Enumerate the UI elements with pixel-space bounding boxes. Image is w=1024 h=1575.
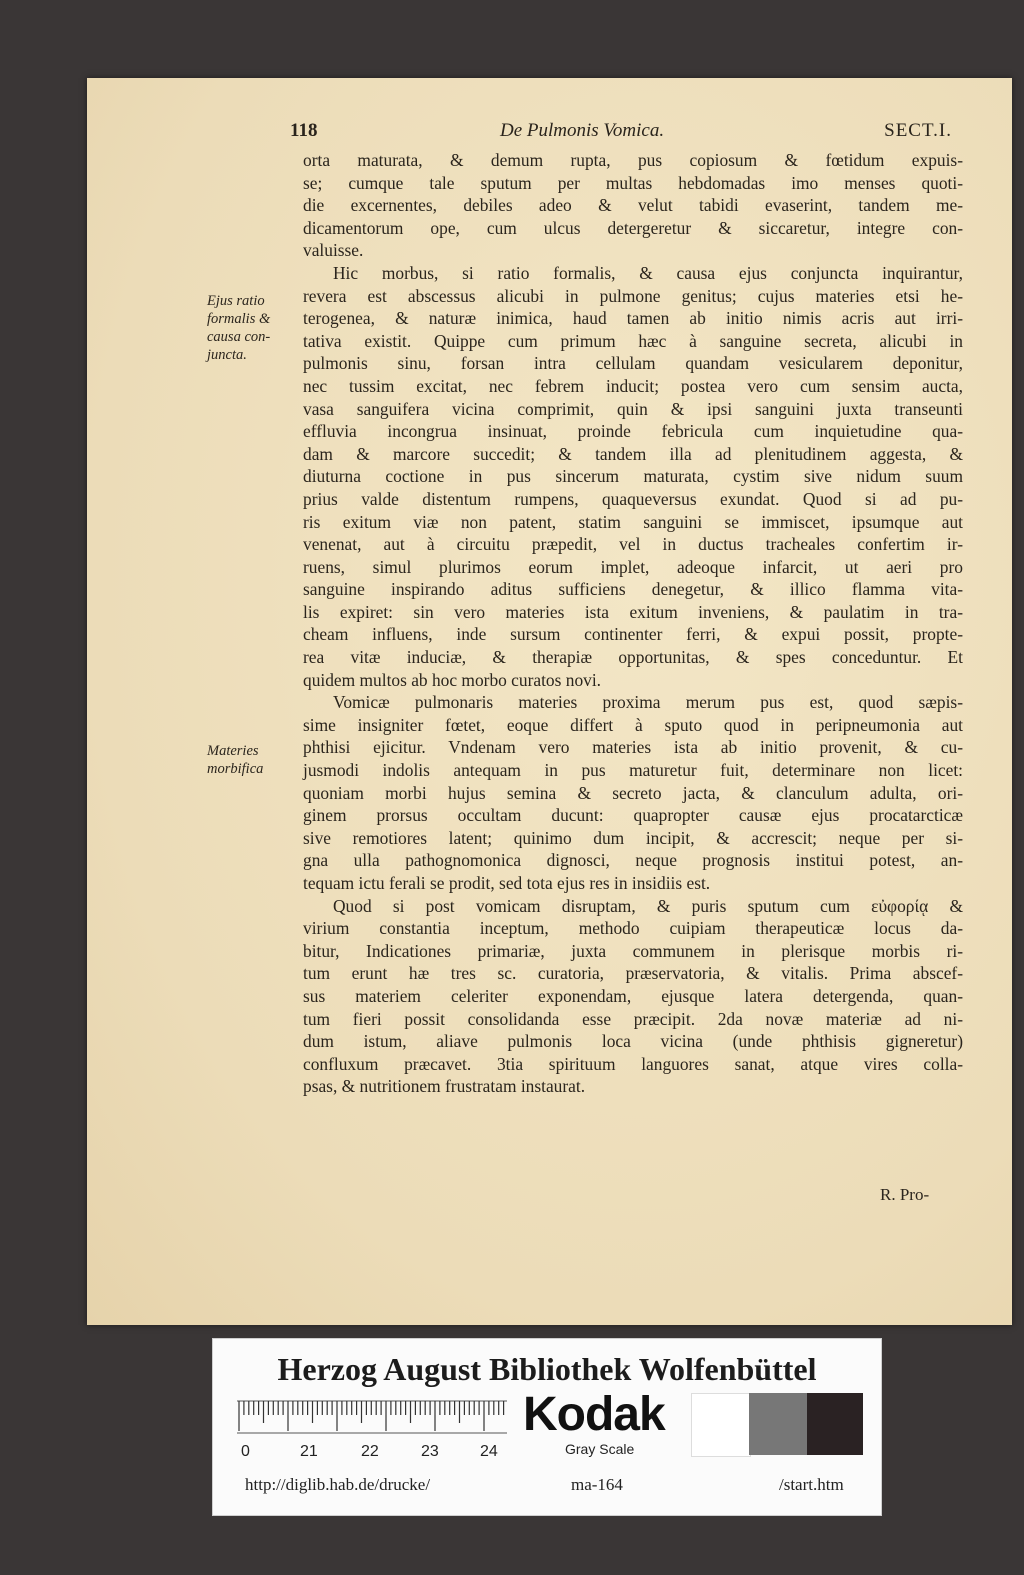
kodak-brand: Kodak: [523, 1388, 665, 1441]
text-line: nec tussim excitat, nec febrem inducit; postea vero cum sensim aucta,: [303, 375, 963, 396]
body-text: [303, 149, 963, 1098]
text-line: ginem prorsus occultam ducunt: quapropter causæ ejus procatarcticæ: [303, 805, 963, 826]
text-line: pulmonis sinu, forsan intra cellulam quandam vesicularem deponitur,: [303, 353, 963, 374]
text-line: dum istum, aliave pulmonis loca vicina (unde phthisis gigneretur): [303, 1031, 963, 1052]
swatch-white: [691, 1393, 751, 1457]
text-line: valuisse.: [303, 240, 364, 261]
text-line: jusmodi indolis antequam in pus maturetur fuit, determinare non licet:: [303, 760, 963, 781]
swatch-black: [807, 1393, 863, 1455]
gray-scale-label: Gray Scale: [565, 1441, 635, 1457]
text-line: tum erunt hæ tres sc. curatoria, præservatoria, & vitalis. Prima abscef-: [303, 963, 963, 984]
text-line: quidem multos ab hoc morbo curatos novi.: [303, 669, 602, 690]
text-line: sive remotiores latent; quinimo dum incipit, & accrescit; neque per si-: [303, 827, 963, 848]
ruler-label: 24: [480, 1443, 498, 1460]
margin-note-materies: Materies morbifica: [207, 743, 264, 777]
text-line: sus materiem celeriter exponendam, ejusque latera detergenda, quan-: [303, 985, 963, 1006]
catchword: R. Pro-: [880, 1185, 930, 1204]
text-line: dicamentorum ope, cum ulcus detergeretur & siccaretur, integre con-: [303, 217, 963, 238]
scan-info-strip: [212, 1338, 882, 1516]
text-line: psas, & nutritionem frustratam instaurat.: [303, 1076, 586, 1097]
text-line: se; cumque tale sputum per multas hebdomadas imo menses quoti-: [303, 172, 963, 193]
text-line: effluvia incongrua insinuat, proinde febricula cum inquietudine qua-: [303, 421, 963, 442]
ruler-icon: [237, 1397, 507, 1437]
text-line: cheam influens, inde sursum continenter ferri, & expui possit, propte-: [303, 624, 963, 645]
text-line: tativa existit. Quippe cum primum hæc à sanguine secreta, alicubi in: [303, 330, 963, 351]
text-line: ris exitum viæ non patent, statim sanguini se immiscet, ipsumque aut: [303, 511, 963, 532]
text-line: Vomicæ pulmonaris materies proxima merum pus est, quod sæpis-: [333, 692, 963, 713]
text-line: diuturna coctione in pus sincerum maturata, cystim sive nidum suum: [303, 466, 963, 487]
ruler-labels: [237, 1443, 517, 1463]
ruler-label: 22: [361, 1443, 379, 1460]
swatch-gray: [749, 1393, 807, 1455]
text-line: vasa sanguifera vicina comprimit, quin & ipsi sanguini juxta transeunti: [303, 398, 963, 419]
section-label: SECT.I.: [884, 120, 952, 141]
url-left: http://diglib.hab.de/drucke/: [245, 1475, 431, 1494]
text-line: sime insigniter fœtet, eoque differt à sputo quod in peripneumonia aut: [303, 714, 963, 735]
running-title: De Pulmonis Vomica.: [500, 120, 665, 141]
text-line: gna ulla pathognomonica dignosci, neque prognosis institui potest, an-: [303, 850, 963, 871]
text-line: rea vitæ induciæ, & therapiæ opportunitas, & spes conceduntur. Et: [303, 647, 963, 668]
text-line: Quod si post vomicam disruptam, & puris sputum cum εὐφορίᾳ &: [333, 895, 963, 916]
page-number: 118: [290, 120, 318, 141]
ruler-label: 21: [300, 1443, 318, 1460]
text-line: ruens, simul plurimos eorum implet, adeoque infarcit, ut aeri pro: [303, 556, 963, 577]
running-header: [290, 120, 952, 146]
url-right: /start.htm: [779, 1475, 844, 1494]
text-line: venenat, aut à circuitu præpedit, vel in ductus tracheales confertim ir-: [303, 534, 963, 555]
text-line: tum fieri possit consolidanda esse præcipit. 2da novæ materiæ ad ni-: [303, 1008, 963, 1029]
text-line: dam & marcore succedit; & tandem illa ad plenitudinem aggesta, &: [303, 443, 963, 464]
ruler-label: 0: [241, 1443, 250, 1460]
text-line: phthisi ejicitur. Vndenam vero materies ista ab initio provenit, & cu-: [303, 737, 963, 758]
text-line: tequam ictu ferali se prodit, sed tota ejus res in insidiis est.: [303, 873, 711, 893]
margin-note-ratio: Ejus ratio formalis & causa con-juncta.: [207, 293, 271, 363]
text-line: lis expiret: sin vero materies ista exitum inveniens, & paulatim in tra-: [303, 601, 963, 622]
text-line: bitur, Indicationes primariæ, juxta communem in plerisque morbis ri-: [303, 940, 963, 961]
ruler-label: 23: [421, 1443, 439, 1460]
text-line: orta maturata, & demum rupta, pus copiosum & fœtidum expuis-: [303, 150, 963, 170]
text-line: Hic morbus, si ratio formalis, & causa ejus conjuncta inquirantur,: [333, 262, 963, 283]
text-line: revera est abscessus alicubi in pulmone genitus; cujus materies etsi he-: [303, 285, 963, 306]
text-line: virium constantia inceptum, methodo cuipiam therapeuticæ locus da-: [303, 918, 963, 939]
text-line: quoniam morbi hujus semina & secreto jacta, & clanculum adulta, ori-: [303, 782, 963, 803]
text-line: terogenea, & naturæ inimica, haud tamen ab initio nimis acris aut irri-: [303, 308, 963, 329]
text-line: sanguine inspirando aditus sufficiens denegetur, & illico flamma vita-: [303, 579, 963, 600]
text-line: die excernentes, debiles adeo & velut tabidi evaserint, tandem me-: [303, 195, 963, 216]
library-name: Herzog August Bibliothek Wolfenbüttel: [277, 1351, 817, 1387]
text-line: prius valde distentum rumpens, quaqueversus exundat. Quod si ad pu-: [303, 488, 963, 509]
shelfmark: ma-164: [571, 1475, 623, 1494]
text-line: confluxum præcavet. 3tia spirituum languores sanat, atque vires colla-: [303, 1053, 963, 1074]
